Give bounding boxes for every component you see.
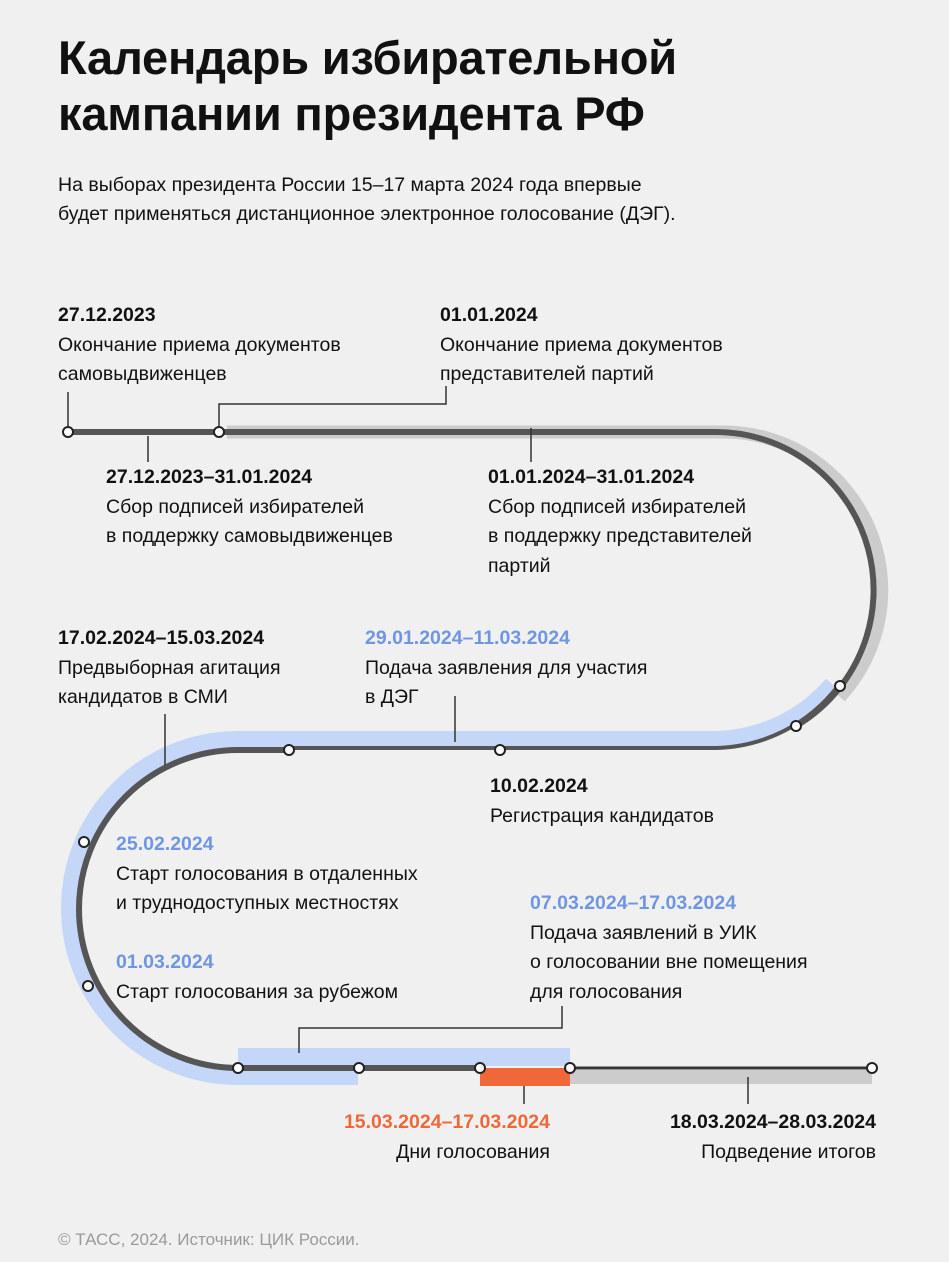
event-voting-days: 15.03.2024–17.03.2024 Дни голосования bbox=[343, 1111, 550, 1163]
page-title: Календарь избирательной кампании президента РФ bbox=[58, 31, 677, 140]
event-candidate-registration: 10.02.2024 Регистрация кандидатов bbox=[490, 775, 714, 827]
event-media-campaign: 17.02.2024–15.03.2024 Предвыборная агитация кандидатов в СМИ bbox=[58, 627, 281, 708]
leader-01-01 bbox=[219, 386, 446, 432]
node-abroad-voting bbox=[83, 981, 93, 991]
event-signatures-self-nominated: 27.12.2023–31.01.2024 Сбор подписей избирателей в поддержку самовыдвиженцев bbox=[106, 466, 393, 547]
node-registration bbox=[495, 745, 505, 755]
event-deg-applications: 29.01.2024–11.03.2024 Подача заявления для участия в ДЭГ bbox=[365, 627, 648, 708]
event-results: 18.03.2024–28.03.2024 Подведение итогов bbox=[669, 1111, 876, 1163]
node-01-01 bbox=[214, 427, 224, 437]
node-agitation-end bbox=[284, 745, 294, 755]
leader-uik bbox=[299, 1006, 562, 1053]
event-uik-applications: 07.03.2024–17.03.2024 Подача заявлений в УИК о голосовании вне помещения для голосования bbox=[530, 892, 808, 1003]
node-results-end bbox=[867, 1063, 877, 1073]
event-remote-voting-start: 25.02.2024 Старт голосования в отдаленных и труднодоступных местностях bbox=[116, 833, 418, 914]
event-docs-self-nominated: 27.12.2023 Окончание приема документов самовыдвиженцев bbox=[58, 304, 341, 385]
node-curve-1 bbox=[835, 681, 845, 691]
node-curve-2 bbox=[791, 721, 801, 731]
event-abroad-voting-start: 01.03.2024 Старт голосования за рубежом bbox=[116, 951, 399, 1003]
node-bottom-1 bbox=[233, 1063, 243, 1073]
event-signatures-parties: 01.01.2024–31.01.2024 Сбор подписей избирателей в поддержку представителей партий bbox=[488, 466, 752, 577]
source-footer: © ТАСС, 2024. Источник: ЦИК России. bbox=[58, 1230, 360, 1249]
voting-days-band bbox=[480, 1068, 570, 1086]
event-docs-parties: 01.01.2024 Окончание приема документов представителей партий bbox=[440, 304, 723, 385]
node-27-12 bbox=[63, 427, 73, 437]
node-voting-start bbox=[475, 1063, 485, 1073]
node-remote-voting bbox=[79, 837, 89, 847]
lead-paragraph: На выборах президента России 15–17 марта 2024 года впервые будет применяться дистанционное электронное голосование (ДЭГ). bbox=[58, 174, 676, 225]
node-voting-end bbox=[565, 1063, 575, 1073]
node-bottom-2 bbox=[354, 1063, 364, 1073]
